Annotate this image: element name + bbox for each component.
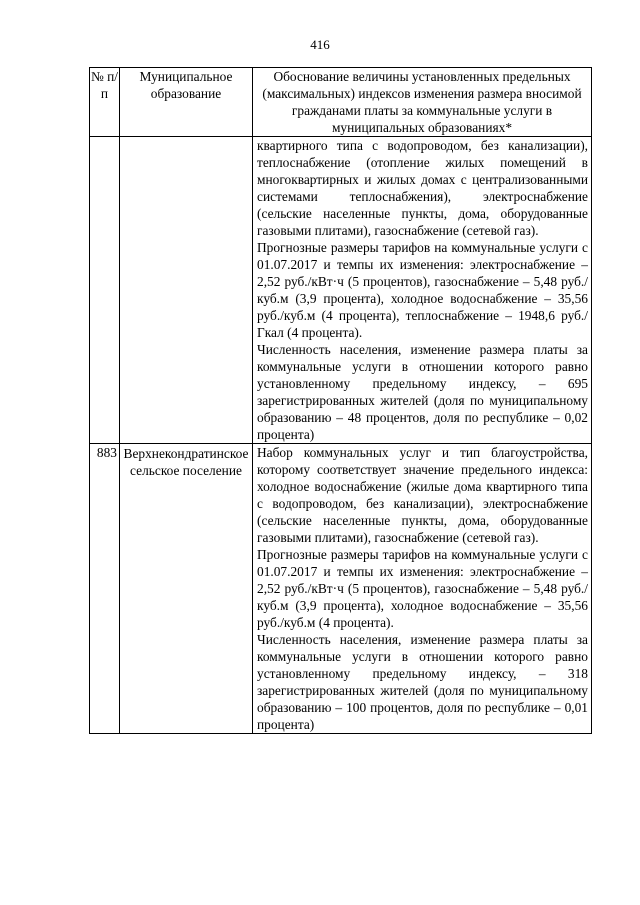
row-number: 883 <box>90 444 120 734</box>
justification-paragraph: Набор коммунальных услуг и тип благоустройства, которому соответствует значение предельного индекса: холодное водоснабжение (жилые дома квартирного типа с водопроводом, без канализации), электроснабжение (сельские населенные пункты, дома, оборудованные газовыми плитами), газоснабжение (сетевой газ). <box>257 445 588 545</box>
justification-paragraph: Прогнозные размеры тарифов на коммунальные услуги с 01.07.2017 и темпы их изменения: электроснабжение – 2,52 руб./кВт·ч (5 процентов), газоснабжение – 5,48 руб./куб.м (3,9 процента), холодное водоснабжение – 35,56 руб./куб.м (4 процента). <box>257 547 588 630</box>
tariff-table <box>89 67 592 734</box>
row-municipality <box>120 137 253 444</box>
table-header-row <box>90 68 592 137</box>
header-municipality: Муниципальное образование <box>120 68 253 137</box>
justification-paragraph: Прогнозные размеры тарифов на коммунальные услуги с 01.07.2017 и темпы их изменения: электроснабжение – 2,52 руб./кВт·ч (5 процентов), газоснабжение – 5,48 руб./куб.м (3,9 процента), холодное водоснабжение – 35,56 руб./куб.м (4 процента), теплоснабжение – 1948,6 руб./Гкал (4 процента). <box>257 240 588 340</box>
justification-paragraph: Численность населения, изменение размера платы за коммунальные услуги в отношении которого равно установленному предельному индексу, – 318 зарегистрированных жителей (доля по муниципальному образованию – 100 процентов, доля по республике – 0,01 процента) <box>257 632 588 732</box>
justification-paragraph: квартирного типа с водопроводом, без канализации), теплоснабжение (отопление жилых помещений в многоквартирных и жилых домах с централизованными системами теплоснабжения), электроснабжение (сельские населенные пункты, дома, оборудованные газовыми плитами), газоснабжение (сетевой газ). <box>257 138 588 238</box>
page-number: 416 <box>310 37 330 52</box>
header-justification: Обоснование величины установленных предельных (максимальных) индексов изменения размера вносимой гражданами платы за коммунальные услуги в муниципальных образованиях* <box>253 68 592 137</box>
table-row <box>90 444 592 734</box>
table-row <box>90 137 592 444</box>
justification-paragraph: Численность населения, изменение размера платы за коммунальные услуги в отношении которого равно установленному предельному индексу, – 695 зарегистрированных жителей (доля по муниципальному образованию – 48 процентов, доля по республике – 0,02 процента) <box>257 342 588 442</box>
row-justification <box>253 444 592 734</box>
row-number <box>90 137 120 444</box>
header-num: № п/п <box>90 68 120 137</box>
row-municipality: Верхнекондратинское сельское поселение <box>120 444 253 734</box>
row-justification <box>253 137 592 444</box>
